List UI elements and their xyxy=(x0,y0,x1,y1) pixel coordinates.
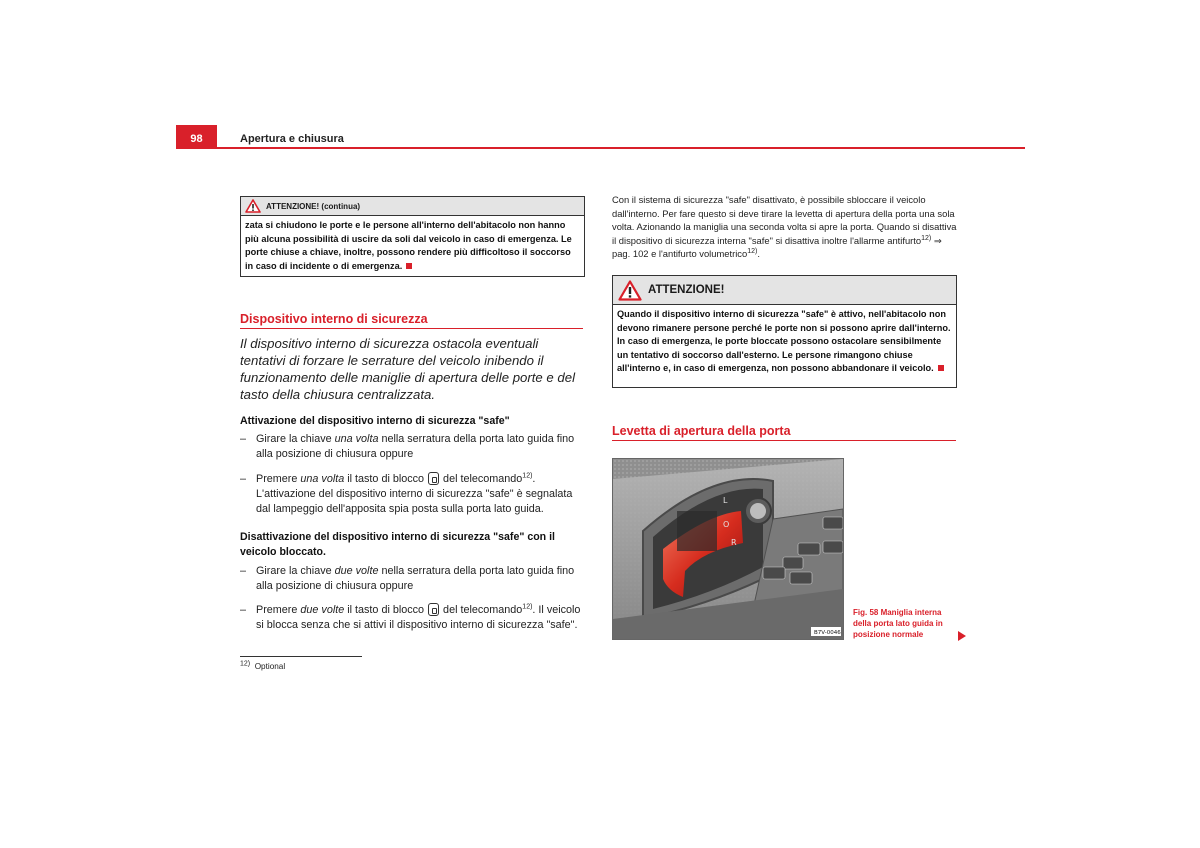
warning-triangle-icon xyxy=(618,280,642,301)
unlock-paragraph: Con il sistema di sicurezza "safe" disattivato, è possibile sbloccare il veicolo dall'interno. Per fare questo si deve tirare la levetta di apertura della porta una sola volta. Azionando la maniglia una seconda volta si apre la porta. Quando si disattiva il dispositivo di sicurezza interna "safe" si disattiva inoltre l'allarme antifurto$^{12)}$ ⇒ pag. 102 e l'antifurto volumetrico$^{12)}$. xyxy=(612,194,957,259)
list-item: – Premere due volte il tasto di blocco del telecomando$^{12)}$. Il veicolo si blocca senza che si attivi il dispositivo interno di sicurezza "safe". xyxy=(240,603,581,631)
chapter-title: Apertura e chiusura xyxy=(240,133,344,145)
warning-box xyxy=(612,275,957,388)
list-item: – Girare la chiave due volte nella serratura della porta lato guida fino alla posizione di chiusura oppure xyxy=(240,565,575,592)
dash-bullet: – xyxy=(240,473,247,485)
section-rule xyxy=(240,328,583,329)
warning-header xyxy=(241,197,584,216)
dash-bullet: – xyxy=(240,604,247,616)
header-rule xyxy=(176,147,1025,149)
warning-box-continued xyxy=(240,196,585,277)
section-title-dispositivo: Dispositivo interno di sicurezza xyxy=(240,312,428,326)
dash-bullet: – xyxy=(240,565,247,577)
lock-button-icon xyxy=(428,603,439,616)
footnote-rule xyxy=(240,656,362,657)
list-item: – Premere una volta il tasto di blocco del telecomando$^{12)}$. L'attivazione del dispositivo interno di sicurezza "safe" è segnalata dal lampeggio dell'apposita spia posta sulla porta lato guida. xyxy=(240,472,573,515)
deactivation-heading: Disattivazione del dispositivo interno di sicurezza "safe" con il veicolo bloccato. xyxy=(240,531,555,558)
switch-label-o: O xyxy=(723,520,730,529)
activation-heading: Attivazione del dispositivo interno di sicurezza "safe" xyxy=(240,415,510,427)
footnote: $^{12)}$ Optional xyxy=(240,660,286,671)
end-mark xyxy=(406,263,412,269)
section-title-levetta: Levetta di apertura della porta xyxy=(612,424,791,438)
section-rule xyxy=(612,440,956,441)
switch-label-r: R xyxy=(731,538,737,547)
door-handle-illustration xyxy=(613,459,843,639)
warning-title: ATTENZIONE! xyxy=(648,284,725,296)
warning-triangle-icon xyxy=(245,199,261,213)
warning-title: ATTENZIONE! (continua) xyxy=(266,201,361,211)
figure-code: B7V-0046 xyxy=(814,630,841,636)
figure-caption: Fig. 58 Maniglia interna della porta lato guida in posizione normale xyxy=(853,608,943,639)
intro-text: Il dispositivo interno di sicurezza ostacola eventuali tentativi di forzare le serrature del veicolo inibendo il funzionamento delle maniglie di apertura delle porte e del tasto della chiusura centralizzata. xyxy=(240,336,576,402)
warning-text: Quando il dispositivo interno di sicurezza "safe" è attivo, nell'abitacolo non devono rimanere persone perché le porte non si possono aprire dall'interno. In caso di emergenza, le porte bloccate possono ostacolare sensibilmente un tentativo di soccorso dall'esterno. Le persone rimangono chiuse all'interno e, in caso di emergenza, non possono abbandonare il veicolo. xyxy=(617,309,951,373)
dash-bullet: – xyxy=(240,433,247,445)
list-item: – Girare la chiave una volta nella serratura della porta lato guida fino alla posizione di chiusura oppure xyxy=(240,433,575,460)
switch-label-l: L xyxy=(723,496,728,505)
lock-button-icon xyxy=(428,472,439,485)
warning-header xyxy=(613,276,956,305)
next-page-arrow-icon xyxy=(958,631,966,641)
door-handle-figure xyxy=(612,458,844,640)
end-mark xyxy=(938,365,944,371)
page-number: 98 xyxy=(176,125,217,148)
warning-text: zata si chiudono le porte e le persone all'interno dell'abitacolo non hanno più alcuna possibilità di uscire da soli dal veicolo in caso di emergenza. Le porte chiuse a chiave, inoltre, possono rendere più difficoltoso il soccorso in caso di incidente o di emergenza. xyxy=(245,220,572,271)
